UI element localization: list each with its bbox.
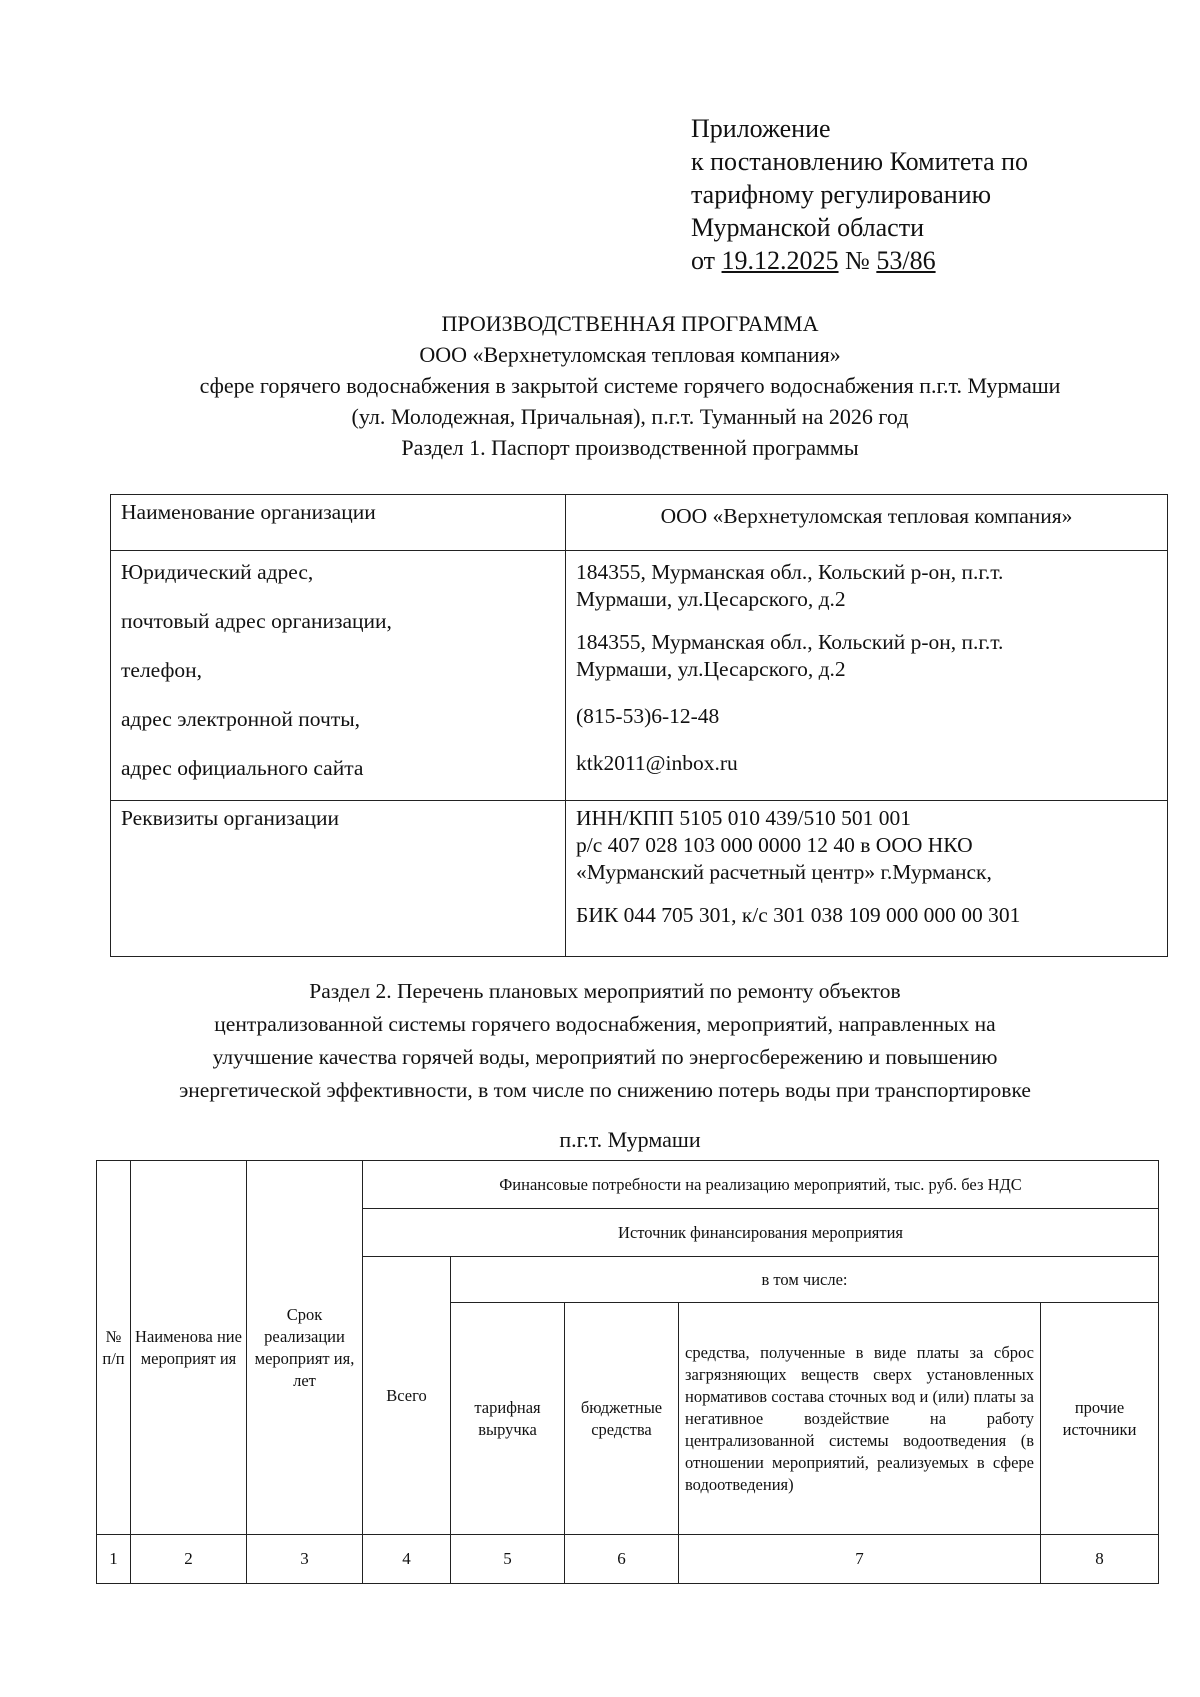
appendix-header: [691, 112, 1028, 277]
appendix-line-3: тарифному регулированию: [691, 180, 992, 209]
resolution-number: 53/86: [876, 246, 936, 275]
passport-row-org: [111, 495, 1168, 551]
number-prefix: №: [845, 246, 870, 275]
legal-address-line-1: 184355, Мурманская обл., Кольский р-он, п.г.т.: [576, 560, 1004, 584]
col-number: 5: [451, 1535, 565, 1584]
col-no-header: № п/п: [97, 1161, 131, 1535]
phone-value: (815-53)6-12-48: [576, 704, 720, 728]
postal-address-label: почтовый адрес организации,: [121, 609, 392, 633]
requisites-label: Реквизиты организации: [111, 801, 566, 957]
col-number: 2: [131, 1535, 247, 1584]
section-2-line-3: улучшение качества горячей воды, мероприятий по энергосбережению и повышению: [212, 1045, 998, 1069]
postal-address-line-1: 184355, Мурманская обл., Кольский р-он, п.г.т.: [576, 630, 1004, 654]
bik: БИК 044 705 301, к/с 301 038 109 000 000 00 301: [576, 903, 1021, 927]
bank-name: «Мурманский расчетный центр» г.Мурманск,: [576, 860, 992, 884]
col-term-header: Срок реализации мероприят ия, лет: [247, 1161, 363, 1535]
email-label: адрес электронной почты,: [121, 707, 361, 731]
bank-account: р/с 407 028 103 000 0000 12 40 в ООО НКО: [576, 833, 973, 857]
title-line-2: ООО «Верхнетуломская тепловая компания»: [419, 342, 841, 367]
inn-kpp: ИНН/КПП 5105 010 439/510 501 001: [576, 806, 912, 830]
col-number: 4: [363, 1535, 451, 1584]
section-2-line-1: Раздел 2. Перечень плановых мероприятий по ремонту объектов: [309, 979, 901, 1003]
section-2-line-2: централизованной системы горячего водоснабжения, мероприятий, направленных на: [214, 1012, 996, 1036]
appendix-line-2: к постановлению Комитета по: [691, 147, 1029, 176]
legal-address-line-2: Мурмаши, ул.Цесарского, д.2: [576, 587, 846, 611]
col-name-header: Наименова ние мероприят ия: [131, 1161, 247, 1535]
col-other-header: прочие источники: [1041, 1303, 1159, 1535]
col-tariff-header: тарифная выручка: [451, 1303, 565, 1535]
col-budget-header: бюджетные средства: [565, 1303, 679, 1535]
org-value: ООО «Верхнетуломская тепловая компания»: [566, 495, 1168, 551]
section-2-line-4: энергетической эффективности, в том числе по снижению потерь воды при транспортировке: [179, 1078, 1031, 1102]
appendix-date-line: [691, 244, 1028, 277]
appendix-line-1: Приложение: [691, 114, 831, 143]
col-number: 6: [565, 1535, 679, 1584]
passport-table: [110, 494, 1168, 957]
contacts-values: [566, 551, 1168, 801]
legal-address-label: Юридический адрес,: [121, 560, 314, 584]
program-title: [0, 308, 1200, 463]
column-numbers-row: [97, 1535, 1159, 1584]
measures-table: [96, 1160, 1159, 1584]
postal-address-line-2: Мурмаши, ул.Цесарского, д.2: [576, 657, 846, 681]
contacts-labels: [111, 551, 566, 801]
title-line-3: сфере горячего водоснабжения в закрытой системе горячего водоснабжения п.г.т. Мурмаши: [199, 373, 1061, 398]
col-fees-header: средства, полученные в виде платы за сброс загрязняющих веществ сверх установленных нормативов состава сточных вод и (или) платы за негативное воздействие на работу централизованной системы водоотведения (в отношении мероприятий, реализуемых в сфере водоотведения): [679, 1303, 1041, 1535]
header-row-1: [97, 1161, 1159, 1209]
funding-source-header: Источник финансирования мероприятия: [363, 1209, 1159, 1257]
col-number: 1: [97, 1535, 131, 1584]
passport-row-requisites: [111, 801, 1168, 957]
site-label: адрес официального сайта: [121, 756, 364, 780]
section-1-heading: Раздел 1. Паспорт производственной программы: [401, 435, 859, 460]
financial-needs-header: Финансовые потребности на реализацию мероприятий, тыс. руб. без НДС: [363, 1161, 1159, 1209]
email-value: ktk2011@inbox.ru: [576, 751, 738, 775]
phone-label: телефон,: [121, 658, 203, 682]
org-label: Наименование организации: [111, 495, 566, 551]
col-number: 3: [247, 1535, 363, 1584]
requisites-values: [566, 801, 1168, 957]
resolution-date: 19.12.2025: [721, 246, 839, 275]
section-2-heading: [0, 975, 1200, 1107]
settlement-name: п.г.т. Мурмаши: [559, 1127, 701, 1152]
including-header: в том числе:: [451, 1257, 1159, 1303]
col-number: 7: [679, 1535, 1041, 1584]
col-number: 8: [1041, 1535, 1159, 1584]
appendix-line-4: Мурманской области: [691, 213, 924, 242]
title-line-4: (ул. Молодежная, Причальная), п.г.т. Туманный на 2026 год: [351, 404, 909, 429]
passport-row-contacts: [111, 551, 1168, 801]
col-total-header: Всего: [363, 1257, 451, 1535]
date-prefix: от: [691, 246, 716, 275]
title-line-1: ПРОИЗВОДСТВЕННАЯ ПРОГРАММА: [441, 311, 819, 336]
